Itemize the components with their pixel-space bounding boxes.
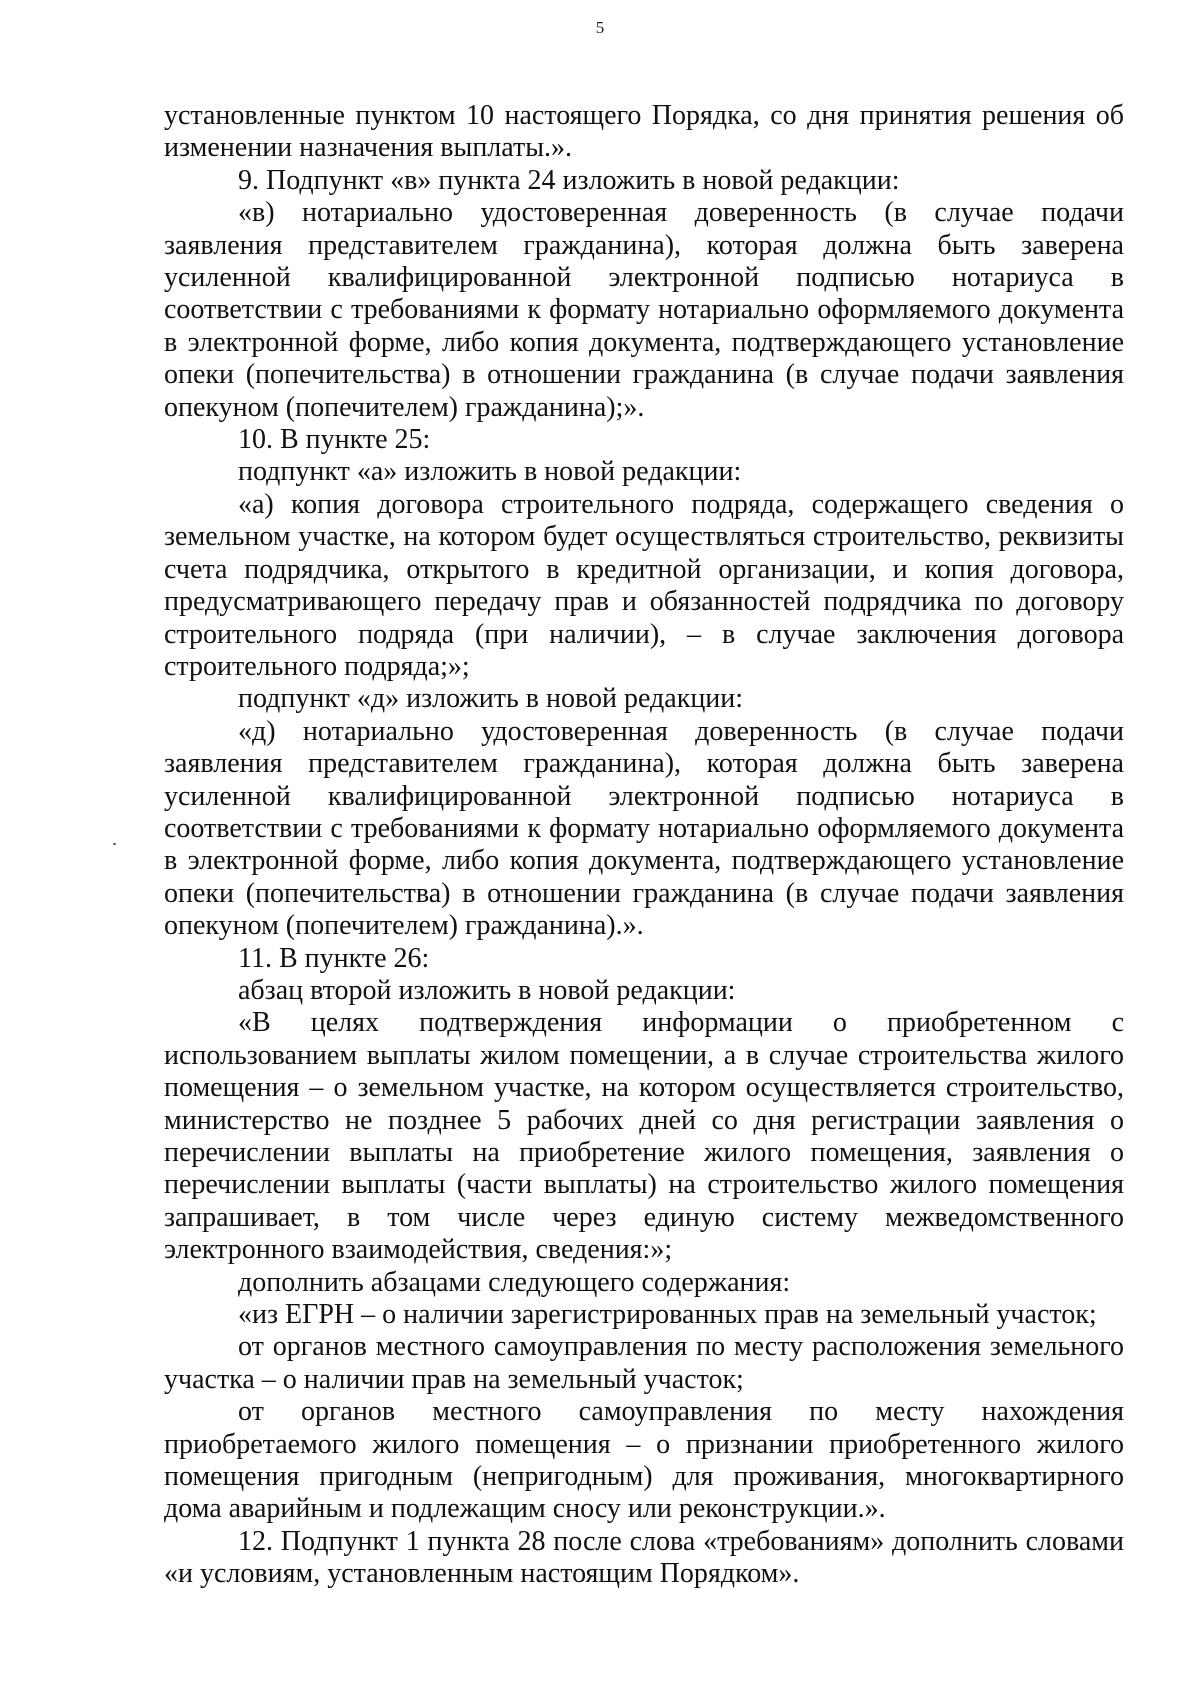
- paragraph: «из ЕГРН – о наличии зарегистрированных прав на земельный участок;: [238, 1299, 1097, 1331]
- paragraph: подпункт «д» изложить в новой редакции:: [238, 683, 744, 715]
- paragraph: подпункт «а» изложить в новой редакции:: [238, 456, 742, 488]
- paragraph: 10. В пункте 25:: [238, 424, 431, 456]
- paragraph: установленные пунктом 10 настоящего Порядка, со дня принятия решения об изменении назначения выплаты.».: [164, 100, 1124, 164]
- page-number: 5: [595, 18, 605, 37]
- paragraph: «В целях подтверждения информации о приобретенном с использованием выплаты жилом помещении, а в случае строительства жилого помещения – о земельном участке, на котором осуществляется строительство, министерство не позднее 5 рабочих дней со дня регистрации заявления о перечислении выплаты на приобретение жилого помещения, заявления о перечислении выплаты (части выплаты) на строительство жилого помещения запрашивает, в том числе через единую систему межведомственного электронного взаимодействия, сведения:»;: [164, 1007, 1124, 1266]
- paragraph: 9. Подпункт «в» пункта 24 изложить в новой редакции:: [238, 164, 900, 196]
- paragraph: «в) нотариально удостоверенная доверенность (в случае подачи заявления представителем гражданина), которая должна быть заверена усиленной квалифицированной электронной подписью нотариуса в соответствии с требованиями к формату нотариально оформляемого документа в электронной форме, либо копия документа, подтверждающего установление опеки (попечительства) в отношении гражданина (в случае подачи заявления опекуном (попечителем) гражданина);».: [164, 197, 1124, 423]
- paragraph: от органов местного самоуправления по месту расположения земельного участка – о наличии прав на земельный участок;: [164, 1331, 1124, 1395]
- paragraph: 11. В пункте 26:: [238, 942, 430, 974]
- paragraph: абзац второй изложить в новой редакции:: [238, 974, 736, 1006]
- paragraph: от органов местного самоуправления по месту нахождения приобретаемого жилого помещения – о признании приобретенного жилого помещения пригодным (непригодным) для проживания, многоквартирного дома аварийным и подлежащим сносу или реконструкции.».: [164, 1396, 1124, 1525]
- paragraph: «а) копия договора строительного подряда, содержащего сведения о земельном участке, на котором будет осуществляться строительство, реквизиты счета подрядчика, открытого в кредитной организации, и копия договора, предусматривающего передачу прав и обязанностей подрядчика по договору строительного подряда (при наличии), – в случае заключения договора строительного подряда;»;: [164, 488, 1124, 682]
- document-body: [164, 100, 1124, 1591]
- paragraph: 12. Подпункт 1 пункта 28 после слова «требованиям» дополнить словами «и условиям, установленным настоящим Порядком».: [164, 1525, 1124, 1590]
- paragraph: дополнить абзацами следующего содержания:: [238, 1266, 791, 1298]
- scan-artifact: [113, 843, 116, 845]
- paragraph: «д) нотариально удостоверенная доверенность (в случае подачи заявления представителем гражданина), которая должна быть заверена усиленной квалифицированной электронной подписью нотариуса в соответствии с требованиями к формату нотариально оформляемого документа в электронной форме, либо копия документа, подтверждающего установление опеки (попечительства) в отношении гражданина (в случае подачи заявления опекуном (попечителем) гражданина).».: [164, 715, 1124, 942]
